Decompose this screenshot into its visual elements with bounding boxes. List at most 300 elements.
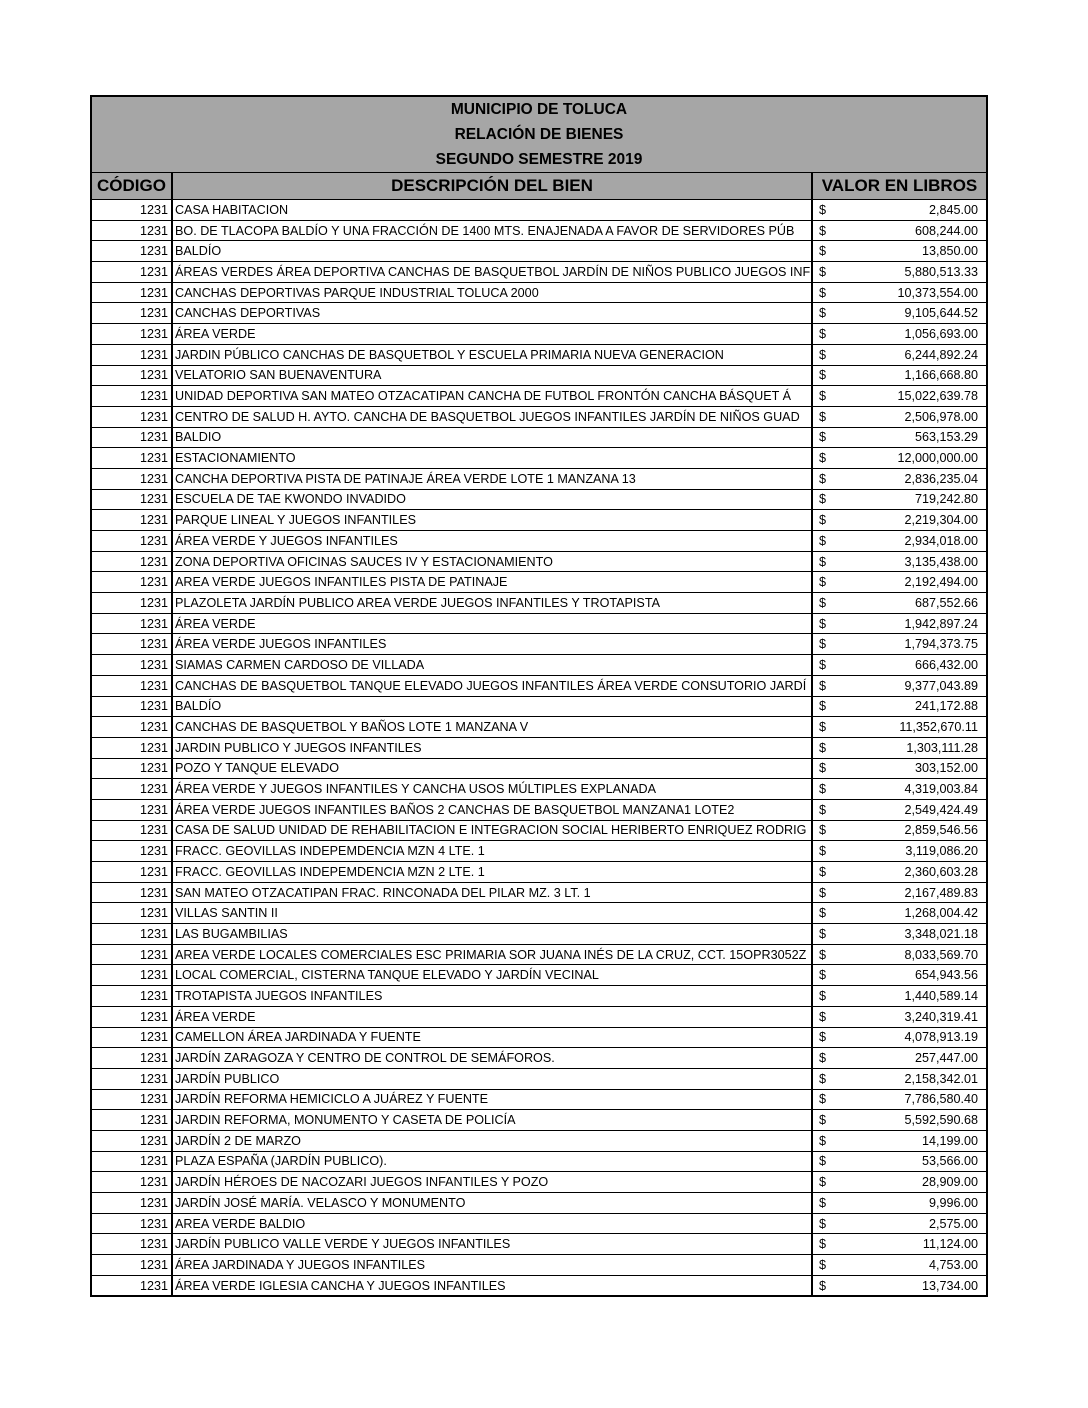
table-row — [92, 386, 986, 407]
asset-value-cell — [812, 572, 986, 593]
table-row — [92, 365, 986, 386]
book-value-amount: 2,167,489.83 — [904, 885, 978, 900]
asset-value-cell — [812, 862, 986, 883]
table-row — [92, 944, 986, 965]
asset-code-cell: 1231 — [92, 779, 172, 800]
book-value-amount: 2,549,424.49 — [904, 802, 978, 817]
currency-symbol: $ — [819, 533, 827, 548]
book-value-amount: 687,552.66 — [914, 595, 978, 610]
asset-value-cell — [812, 675, 986, 696]
asset-description-cell: ESCUELA DE TAE KWONDO INVADIDO — [172, 489, 812, 510]
book-value-amount: 2,845.00 — [928, 202, 978, 217]
asset-value-cell — [812, 365, 986, 386]
asset-description-cell: BALDIO — [172, 427, 812, 448]
currency-symbol: $ — [819, 1216, 827, 1231]
asset-value-cell — [812, 1151, 986, 1172]
asset-code-cell: 1231 — [92, 468, 172, 489]
table-row — [92, 799, 986, 820]
book-value-amount: 5,880,513.33 — [904, 264, 978, 279]
asset-value-cell — [812, 1006, 986, 1027]
currency-symbol: $ — [819, 451, 827, 466]
asset-code-cell: 1231 — [92, 1006, 172, 1027]
table-row — [92, 489, 986, 510]
currency-symbol: $ — [819, 844, 827, 859]
asset-value-cell — [812, 717, 986, 738]
currency-symbol: $ — [819, 326, 827, 341]
book-value-amount: 1,166,668.80 — [904, 368, 978, 383]
table-row — [92, 324, 986, 345]
book-value-amount: 2,219,304.00 — [904, 513, 978, 528]
table-row — [92, 241, 986, 262]
asset-code-cell: 1231 — [92, 613, 172, 634]
currency-symbol: $ — [819, 1009, 827, 1024]
table-row — [92, 1027, 986, 1048]
asset-value-cell — [812, 200, 986, 221]
currency-symbol: $ — [819, 368, 827, 383]
book-value-amount: 3,240,319.41 — [904, 1009, 978, 1024]
asset-code-cell: 1231 — [92, 1172, 172, 1193]
currency-symbol: $ — [819, 595, 827, 610]
asset-value-cell — [812, 241, 986, 262]
currency-symbol: $ — [819, 202, 827, 217]
currency-symbol: $ — [819, 513, 827, 528]
book-value-amount: 2,360,603.28 — [904, 864, 978, 879]
asset-code-cell: 1231 — [92, 282, 172, 303]
asset-description-cell: VELATORIO SAN BUENAVENTURA — [172, 365, 812, 386]
asset-code-cell: 1231 — [92, 903, 172, 924]
asset-code-cell: 1231 — [92, 1130, 172, 1151]
asset-value-cell — [812, 282, 986, 303]
asset-code-cell: 1231 — [92, 965, 172, 986]
asset-description-cell: PLAZA ESPAÑA (JARDÍN PUBLICO). — [172, 1151, 812, 1172]
asset-value-cell — [812, 1130, 986, 1151]
report-title-municipality: MUNICIPIO DE TOLUCA — [450, 101, 628, 118]
asset-code-cell: 1231 — [92, 862, 172, 883]
asset-code-cell: 1231 — [92, 324, 172, 345]
currency-symbol: $ — [819, 223, 827, 238]
asset-value-cell — [812, 468, 986, 489]
asset-code-cell: 1231 — [92, 220, 172, 241]
table-row — [92, 303, 986, 324]
table-row — [92, 1234, 986, 1255]
table-row — [92, 758, 986, 779]
book-value-amount: 5,592,590.68 — [904, 1113, 978, 1128]
table-row — [92, 655, 986, 676]
asset-description-cell: ZONA DEPORTIVA OFICINAS SAUCES IV Y ESTACIONAMIENTO — [172, 551, 812, 572]
asset-value-cell — [812, 944, 986, 965]
book-value-amount: 257,447.00 — [914, 1051, 978, 1066]
table-row — [92, 1193, 986, 1214]
asset-value-cell — [812, 448, 986, 469]
table-row — [92, 634, 986, 655]
table-row — [92, 1048, 986, 1069]
book-value-amount: 28,909.00 — [921, 1175, 978, 1190]
asset-description-cell: JARDÍN HÉROES DE NACOZARI JUEGOS INFANTILES Y POZO — [172, 1172, 812, 1193]
asset-value-cell — [812, 531, 986, 552]
table-row — [92, 406, 986, 427]
asset-code-cell: 1231 — [92, 406, 172, 427]
currency-symbol: $ — [819, 1030, 827, 1045]
asset-description-cell: CANCHAS DEPORTIVAS — [172, 303, 812, 324]
table-row — [92, 1068, 986, 1089]
asset-description-cell: ÁREA VERDE IGLESIA CANCHA Y JUEGOS INFANTILES — [172, 1275, 812, 1295]
table-row — [92, 1110, 986, 1131]
asset-description-cell: BALDÍO — [172, 696, 812, 717]
asset-description-cell: LOCAL COMERCIAL, CISTERNA TANQUE ELEVADO Y JARDÍN VECINAL — [172, 965, 812, 986]
column-header-value: VALOR EN LIBROS — [812, 173, 986, 200]
asset-value-cell — [812, 510, 986, 531]
currency-symbol: $ — [819, 285, 827, 300]
asset-description-cell: CANCHAS DE BASQUETBOL Y BAÑOS LOTE 1 MANZANA V — [172, 717, 812, 738]
asset-code-cell: 1231 — [92, 510, 172, 531]
asset-description-cell: ÁREA VERDE Y JUEGOS INFANTILES — [172, 531, 812, 552]
asset-code-cell: 1231 — [92, 675, 172, 696]
asset-value-cell — [812, 551, 986, 572]
table-row — [92, 882, 986, 903]
table-row — [92, 510, 986, 531]
asset-value-cell — [812, 1275, 986, 1295]
asset-description-cell: JARDÍN PUBLICO VALLE VERDE Y JUEGOS INFANTILES — [172, 1234, 812, 1255]
asset-code-cell: 1231 — [92, 1213, 172, 1234]
table-row — [92, 924, 986, 945]
currency-symbol: $ — [819, 554, 827, 569]
asset-code-cell: 1231 — [92, 262, 172, 283]
currency-symbol: $ — [819, 864, 827, 879]
asset-description-cell: ÁREAS VERDES ÁREA DEPORTIVA CANCHAS DE BASQUETBOL JARDÍN DE NIÑOS PUBLICO JUEGOS INF — [172, 262, 812, 283]
table-row — [92, 779, 986, 800]
table-row — [92, 427, 986, 448]
book-value-amount: 2,859,546.56 — [904, 823, 978, 838]
book-value-amount: 2,575.00 — [928, 1216, 978, 1231]
table-row — [92, 1255, 986, 1276]
asset-description-cell: CANCHAS DEPORTIVAS PARQUE INDUSTRIAL TOLUCA 2000 — [172, 282, 812, 303]
currency-symbol: $ — [819, 906, 827, 921]
asset-code-cell: 1231 — [92, 944, 172, 965]
currency-symbol: $ — [819, 1237, 827, 1252]
currency-symbol: $ — [819, 947, 827, 962]
asset-description-cell: ÁREA VERDE — [172, 324, 812, 345]
asset-code-cell: 1231 — [92, 448, 172, 469]
table-row — [92, 841, 986, 862]
book-value-amount: 654,943.56 — [914, 968, 978, 983]
book-value-amount: 1,303,111.28 — [906, 740, 978, 755]
currency-symbol: $ — [819, 430, 827, 445]
currency-symbol: $ — [819, 740, 827, 755]
asset-code-cell: 1231 — [92, 1048, 172, 1069]
asset-description-cell: CENTRO DE SALUD H. AYTO. CANCHA DE BASQUETBOL JUEGOS INFANTILES JARDÍN DE NIÑOS GUAD — [172, 406, 812, 427]
asset-code-cell: 1231 — [92, 531, 172, 552]
currency-symbol: $ — [819, 823, 827, 838]
asset-description-cell: BALDÍO — [172, 241, 812, 262]
book-value-amount: 241,172.88 — [914, 699, 978, 714]
currency-symbol: $ — [819, 616, 827, 631]
asset-value-cell — [812, 903, 986, 924]
book-value-amount: 4,753.00 — [928, 1257, 978, 1272]
currency-symbol: $ — [819, 306, 827, 321]
table-row — [92, 717, 986, 738]
table-row — [92, 903, 986, 924]
book-value-amount: 2,506,978.00 — [904, 409, 978, 424]
currency-symbol: $ — [819, 1257, 827, 1272]
table-header-row — [92, 173, 986, 200]
asset-value-cell — [812, 1048, 986, 1069]
asset-code-cell: 1231 — [92, 1255, 172, 1276]
book-value-amount: 303,152.00 — [914, 761, 978, 776]
asset-value-cell — [812, 1213, 986, 1234]
asset-description-cell: FRACC. GEOVILLAS INDEPEMDENCIA MZN 2 LTE. 1 — [172, 862, 812, 883]
currency-symbol: $ — [819, 699, 827, 714]
asset-code-cell: 1231 — [92, 593, 172, 614]
column-header-description: DESCRIPCIÓN DEL BIEN — [172, 173, 812, 200]
book-value-amount: 11,124.00 — [922, 1237, 978, 1252]
currency-symbol: $ — [819, 1113, 827, 1128]
currency-symbol: $ — [819, 637, 827, 652]
table-row — [92, 448, 986, 469]
asset-value-cell — [812, 1110, 986, 1131]
currency-symbol: $ — [819, 720, 827, 735]
asset-value-cell — [812, 386, 986, 407]
book-value-amount: 3,348,021.18 — [904, 926, 978, 941]
currency-symbol: $ — [819, 988, 827, 1003]
currency-symbol: $ — [819, 1051, 827, 1066]
asset-description-cell: UNIDAD DEPORTIVA SAN MATEO OTZACATIPAN CANCHA DE FUTBOL FRONTÓN CANCHA BÁSQUET Á — [172, 386, 812, 407]
currency-symbol: $ — [819, 492, 827, 507]
asset-value-cell — [812, 427, 986, 448]
asset-value-cell — [812, 758, 986, 779]
asset-description-cell: JARDIN REFORMA, MONUMENTO Y CASETA DE POLICÍA — [172, 1110, 812, 1131]
asset-value-cell — [812, 1068, 986, 1089]
table-row — [92, 1089, 986, 1110]
asset-description-cell: BO. DE TLACOPA BALDÍO Y UNA FRACCIÓN DE 1400 MTS. ENAJENADA A FAVOR DE SERVIDORES PÚB — [172, 220, 812, 241]
book-value-amount: 7,786,580.40 — [904, 1092, 978, 1107]
currency-symbol: $ — [819, 1278, 827, 1293]
asset-description-cell: ESTACIONAMIENTO — [172, 448, 812, 469]
asset-description-cell: JARDIN PUBLICO Y JUEGOS INFANTILES — [172, 737, 812, 758]
asset-description-cell: ÁREA VERDE — [172, 613, 812, 634]
table-row — [92, 1172, 986, 1193]
currency-symbol: $ — [819, 409, 827, 424]
asset-description-cell: CAMELLON ÁREA JARDINADA Y FUENTE — [172, 1027, 812, 1048]
asset-value-cell — [812, 1172, 986, 1193]
asset-value-cell — [812, 841, 986, 862]
asset-description-cell: CASA DE SALUD UNIDAD DE REHABILITACION E INTEGRACION SOCIAL HERIBERTO ENRIQUEZ RODRIG — [172, 820, 812, 841]
asset-value-cell — [812, 655, 986, 676]
asset-code-cell: 1231 — [92, 489, 172, 510]
asset-table — [92, 173, 986, 1295]
asset-description-cell: JARDÍN 2 DE MARZO — [172, 1130, 812, 1151]
asset-code-cell: 1231 — [92, 1068, 172, 1089]
table-row — [92, 262, 986, 283]
asset-code-cell: 1231 — [92, 1193, 172, 1214]
asset-value-cell — [812, 965, 986, 986]
table-row — [92, 593, 986, 614]
asset-description-cell: CANCHAS DE BASQUETBOL TANQUE ELEVADO JUEGOS INFANTILES ÁREA VERDE CONSUTORIO JARDÍ — [172, 675, 812, 696]
report-title-block — [92, 97, 986, 173]
table-row — [92, 551, 986, 572]
currency-symbol: $ — [819, 761, 827, 776]
asset-code-cell: 1231 — [92, 1275, 172, 1295]
table-row — [92, 1006, 986, 1027]
asset-description-cell: LAS BUGAMBILIAS — [172, 924, 812, 945]
asset-value-cell — [812, 1193, 986, 1214]
book-value-amount: 14,199.00 — [921, 1133, 978, 1148]
asset-description-cell: TROTAPISTA JUEGOS INFANTILES — [172, 986, 812, 1007]
book-value-amount: 2,836,235.04 — [904, 471, 978, 486]
asset-value-cell — [812, 262, 986, 283]
asset-description-cell: ÁREA VERDE JUEGOS INFANTILES — [172, 634, 812, 655]
book-value-amount: 719,242.80 — [914, 492, 978, 507]
table-row — [92, 986, 986, 1007]
book-value-amount: 6,244,892.24 — [904, 347, 978, 362]
report-title-period: SEGUNDO SEMESTRE 2019 — [435, 151, 643, 168]
table-row — [92, 531, 986, 552]
asset-report-sheet — [90, 95, 988, 1297]
asset-code-cell: 1231 — [92, 986, 172, 1007]
book-value-amount: 3,135,438.00 — [904, 554, 978, 569]
asset-value-cell — [812, 737, 986, 758]
asset-code-cell: 1231 — [92, 572, 172, 593]
table-row — [92, 737, 986, 758]
asset-code-cell: 1231 — [92, 799, 172, 820]
currency-symbol: $ — [819, 244, 827, 259]
book-value-amount: 12,000,000.00 — [897, 451, 978, 466]
asset-description-cell: PARQUE LINEAL Y JUEGOS INFANTILES — [172, 510, 812, 531]
asset-value-cell — [812, 1255, 986, 1276]
currency-symbol: $ — [819, 1195, 827, 1210]
table-row — [92, 282, 986, 303]
currency-symbol: $ — [819, 1071, 827, 1086]
currency-symbol: $ — [819, 926, 827, 941]
asset-value-cell — [812, 344, 986, 365]
asset-description-cell: VILLAS SANTIN II — [172, 903, 812, 924]
asset-value-cell — [812, 799, 986, 820]
book-value-amount: 608,244.00 — [914, 223, 978, 238]
table-row — [92, 344, 986, 365]
book-value-amount: 666,432.00 — [914, 657, 978, 672]
book-value-amount: 9,377,043.89 — [904, 678, 978, 693]
asset-value-cell — [812, 220, 986, 241]
asset-code-cell: 1231 — [92, 1027, 172, 1048]
report-title-subject: RELACIÓN DE BIENES — [454, 126, 624, 143]
asset-code-cell: 1231 — [92, 717, 172, 738]
currency-symbol: $ — [819, 1154, 827, 1169]
table-row — [92, 220, 986, 241]
asset-code-cell: 1231 — [92, 365, 172, 386]
asset-description-cell: ÁREA VERDE — [172, 1006, 812, 1027]
book-value-amount: 8,033,569.70 — [904, 947, 978, 962]
currency-symbol: $ — [819, 678, 827, 693]
asset-description-cell: ÁREA VERDE JUEGOS INFANTILES BAÑOS 2 CANCHAS DE BASQUETBOL MANZANA1 LOTE2 — [172, 799, 812, 820]
asset-value-cell — [812, 634, 986, 655]
asset-code-cell: 1231 — [92, 1110, 172, 1131]
currency-symbol: $ — [819, 389, 827, 404]
asset-description-cell: JARDIN PÚBLICO CANCHAS DE BASQUETBOL Y ESCUELA PRIMARIA NUEVA GENERACION — [172, 344, 812, 365]
asset-code-cell: 1231 — [92, 737, 172, 758]
asset-code-cell: 1231 — [92, 551, 172, 572]
book-value-amount: 9,996.00 — [928, 1195, 978, 1210]
asset-description-cell: CANCHA DEPORTIVA PISTA DE PATINAJE ÁREA VERDE LOTE 1 MANZANA 13 — [172, 468, 812, 489]
table-row — [92, 572, 986, 593]
table-row — [92, 468, 986, 489]
book-value-amount: 2,158,342.01 — [904, 1071, 978, 1086]
currency-symbol: $ — [819, 1092, 827, 1107]
currency-symbol: $ — [819, 1175, 827, 1190]
asset-description-cell: JARDÍN PUBLICO — [172, 1068, 812, 1089]
asset-code-cell: 1231 — [92, 200, 172, 221]
table-row — [92, 862, 986, 883]
book-value-amount: 1,942,897.24 — [904, 616, 978, 631]
book-value-amount: 563,153.29 — [914, 430, 978, 445]
asset-code-cell: 1231 — [92, 344, 172, 365]
asset-value-cell — [812, 593, 986, 614]
asset-value-cell — [812, 1089, 986, 1110]
currency-symbol: $ — [819, 1133, 827, 1148]
book-value-amount: 9,105,644.52 — [904, 306, 978, 321]
book-value-amount: 1,056,693.00 — [904, 326, 978, 341]
asset-value-cell — [812, 696, 986, 717]
table-row — [92, 696, 986, 717]
book-value-amount: 10,373,554.00 — [897, 285, 978, 300]
book-value-amount: 53,566.00 — [921, 1154, 978, 1169]
currency-symbol: $ — [819, 657, 827, 672]
book-value-amount: 1,794,373.75 — [904, 637, 978, 652]
asset-code-cell: 1231 — [92, 1151, 172, 1172]
asset-description-cell: JARDÍN ZARAGOZA Y CENTRO DE CONTROL DE SEMÁFOROS. — [172, 1048, 812, 1069]
asset-value-cell — [812, 1027, 986, 1048]
asset-description-cell: FRACC. GEOVILLAS INDEPEMDENCIA MZN 4 LTE. 1 — [172, 841, 812, 862]
asset-code-cell: 1231 — [92, 882, 172, 903]
currency-symbol: $ — [819, 347, 827, 362]
asset-value-cell — [812, 613, 986, 634]
asset-description-cell: AREA VERDE JUEGOS INFANTILES PISTA DE PATINAJE — [172, 572, 812, 593]
table-row — [92, 1130, 986, 1151]
asset-value-cell — [812, 489, 986, 510]
asset-code-cell: 1231 — [92, 241, 172, 262]
currency-symbol: $ — [819, 885, 827, 900]
asset-description-cell: ÁREA VERDE Y JUEGOS INFANTILES Y CANCHA USOS MÚLTIPLES EXPLANADA — [172, 779, 812, 800]
asset-value-cell — [812, 1234, 986, 1255]
asset-table-body — [92, 200, 986, 1296]
book-value-amount: 11,352,670.11 — [899, 720, 978, 735]
asset-code-cell: 1231 — [92, 758, 172, 779]
currency-symbol: $ — [819, 575, 827, 590]
asset-description-cell: AREA VERDE BALDIO — [172, 1213, 812, 1234]
asset-description-cell: POZO Y TANQUE ELEVADO — [172, 758, 812, 779]
book-value-amount: 15,022,639.78 — [897, 389, 978, 404]
asset-code-cell: 1231 — [92, 924, 172, 945]
asset-code-cell: 1231 — [92, 303, 172, 324]
book-value-amount: 2,934,018.00 — [904, 533, 978, 548]
asset-code-cell: 1231 — [92, 634, 172, 655]
asset-code-cell: 1231 — [92, 820, 172, 841]
asset-description-cell: SIAMAS CARMEN CARDOSO DE VILLADA — [172, 655, 812, 676]
book-value-amount: 13,734.00 — [921, 1278, 978, 1293]
table-row — [92, 820, 986, 841]
asset-description-cell: ÁREA JARDINADA Y JUEGOS INFANTILES — [172, 1255, 812, 1276]
asset-code-cell: 1231 — [92, 427, 172, 448]
asset-description-cell: AREA VERDE LOCALES COMERCIALES ESC PRIMARIA SOR JUANA INÉS DE LA CRUZ, CCT. 15OPR3052Z — [172, 944, 812, 965]
book-value-amount: 13,850.00 — [921, 244, 978, 259]
asset-value-cell — [812, 882, 986, 903]
book-value-amount: 1,268,004.42 — [904, 906, 978, 921]
asset-code-cell: 1231 — [92, 386, 172, 407]
asset-value-cell — [812, 406, 986, 427]
book-value-amount: 4,078,913.19 — [904, 1030, 978, 1045]
asset-code-cell: 1231 — [92, 696, 172, 717]
table-row — [92, 1213, 986, 1234]
table-row — [92, 1151, 986, 1172]
table-row — [92, 613, 986, 634]
